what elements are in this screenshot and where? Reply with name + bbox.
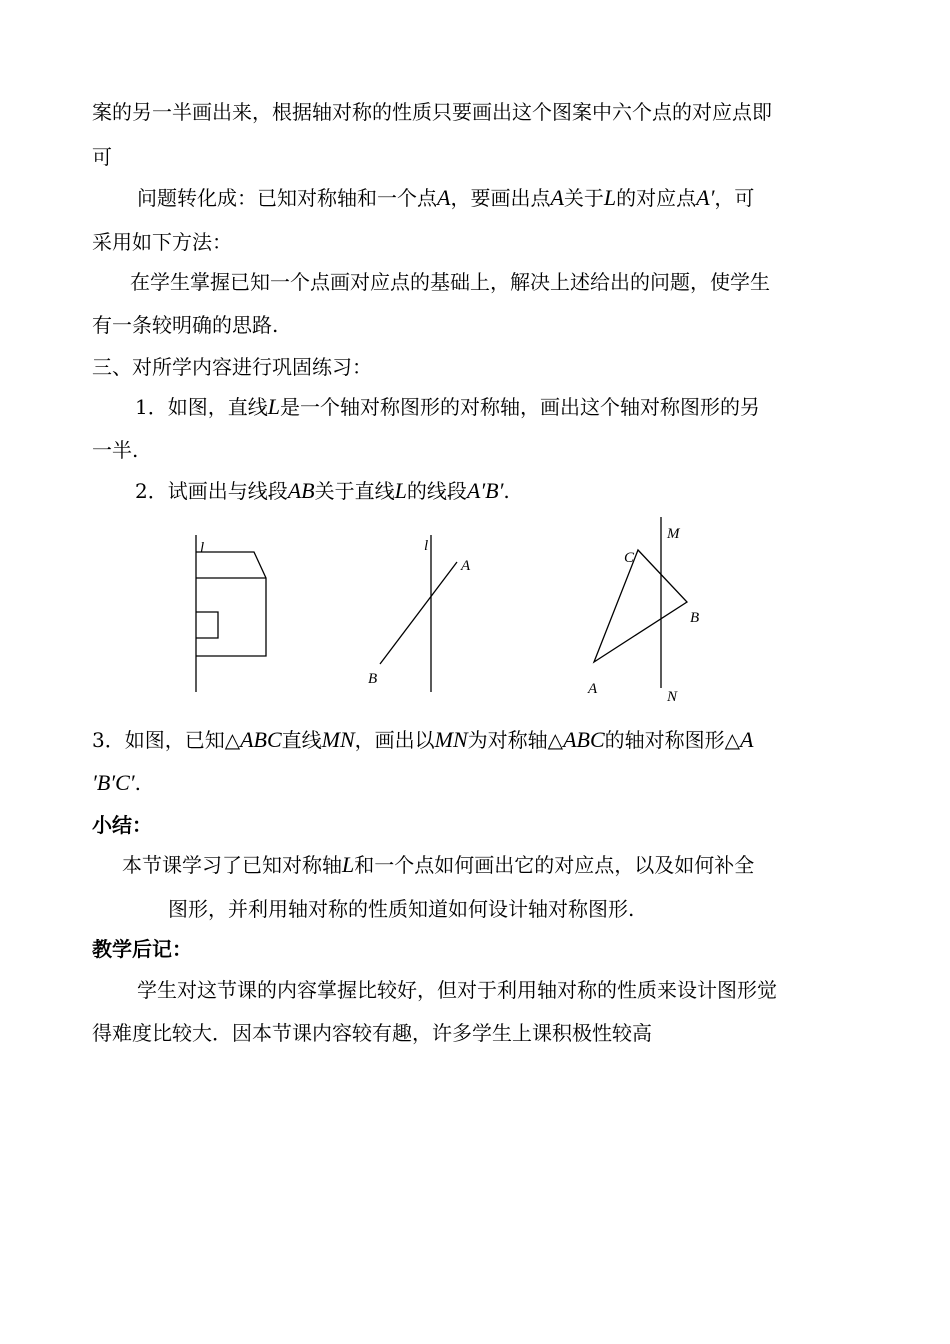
figure-1-axis-label: l	[200, 540, 205, 556]
text: 为对称轴△	[467, 728, 564, 752]
paragraph-3-line-2: 有一条较明确的思路.	[92, 313, 279, 337]
text: 3．如图，已知△	[92, 728, 241, 752]
var-l: L	[342, 852, 355, 877]
text: .	[134, 771, 141, 795]
var-abc: ABC	[563, 727, 605, 752]
var-a: A	[437, 185, 451, 210]
figure-3-label-b: B	[690, 610, 700, 626]
figure-3-label-n: N	[667, 689, 678, 705]
var-a: A	[740, 727, 754, 752]
figure-1-window	[196, 612, 218, 638]
figure-2-segment-ab	[360, 530, 480, 695]
figure-3-label-a: A	[588, 681, 598, 697]
var-l: L	[267, 394, 280, 419]
exercise-3-line-2	[92, 771, 862, 795]
summary-line-2: 图形，并利用轴对称的性质知道如何设计轴对称图形.	[168, 897, 635, 921]
text: 的线段	[406, 479, 467, 503]
paragraph-1-line-1: 案的另一半画出来，根据轴对称的性质只要画出这个图案中六个点的对应点即	[92, 100, 772, 124]
figure-3-label-m: M	[667, 526, 680, 542]
var-abc: ABC	[240, 727, 282, 752]
section-3-heading: 三、对所学内容进行巩固练习：	[92, 355, 372, 379]
var-mn: MN	[434, 727, 468, 752]
paragraph-2-line-1	[137, 186, 862, 210]
var-mn: MN	[321, 727, 355, 752]
summary-line-1	[122, 853, 862, 877]
text: .	[503, 479, 510, 503]
text: 本节课学习了已知对称轴	[122, 853, 342, 877]
text: 是一个轴对称图形的对称轴，画出这个轴对称图形的另	[279, 395, 760, 419]
paragraph-3-line-1: 在学生掌握已知一个点画对应点的基础上，解决上述给出的问题，使学生	[130, 270, 770, 294]
postscript-heading: 教学后记：	[92, 937, 192, 961]
text: 关于直线	[314, 479, 395, 503]
var-a-prime: A′	[696, 185, 715, 210]
var-l: L	[394, 478, 407, 503]
exercise-2-line	[135, 479, 862, 503]
figure-2-segment	[380, 562, 457, 664]
figure-2-axis-label: l	[424, 538, 429, 554]
figure-2-label-a: A	[461, 558, 471, 574]
figure-1-half-shape	[180, 530, 280, 695]
var-l: L	[603, 185, 617, 210]
var-a: A	[550, 185, 564, 210]
text: 的对应点	[616, 186, 697, 210]
text: 2．试画出与线段	[135, 479, 288, 503]
var-ab: AB	[287, 478, 315, 503]
figure-1-outline	[196, 552, 266, 656]
exercise-3-line-1	[92, 728, 862, 752]
figure-2-label-b: B	[368, 671, 378, 687]
paragraph-2-line-2: 采用如下方法：	[92, 230, 232, 254]
text: 的轴对称图形△	[604, 728, 741, 752]
text: 1．如图，直线	[135, 395, 268, 419]
figure-3-triangle	[594, 550, 687, 662]
text: ，要画出点	[450, 186, 551, 210]
text: 关于	[563, 186, 604, 210]
text: 问题转化成：已知对称轴和一个点	[137, 186, 437, 210]
text: 和一个点如何画出它的对应点，以及如何补全	[354, 853, 755, 877]
exercise-1-line-2: 一半.	[92, 438, 139, 462]
var-b-prime-c-prime: ′B′C′	[92, 770, 135, 795]
postscript-line-1: 学生对这节课的内容掌握比较好，但对于利用轴对称的性质来设计图形觉	[137, 978, 777, 1002]
summary-heading: 小结：	[92, 813, 152, 837]
paragraph-1-line-2: 可	[92, 145, 112, 169]
figure-3-triangle-abc	[580, 512, 720, 707]
postscript-line-2: 得难度比较大．因本节课内容较有趣，许多学生上课积极性较高	[92, 1021, 652, 1045]
figure-3-label-c: C	[624, 550, 635, 566]
var-a-prime-b-prime: A′B′	[466, 478, 504, 503]
exercise-1-line-1	[135, 395, 862, 419]
text: 直线	[281, 728, 322, 752]
text: ，可	[714, 186, 755, 210]
text: ，画出以	[354, 728, 435, 752]
